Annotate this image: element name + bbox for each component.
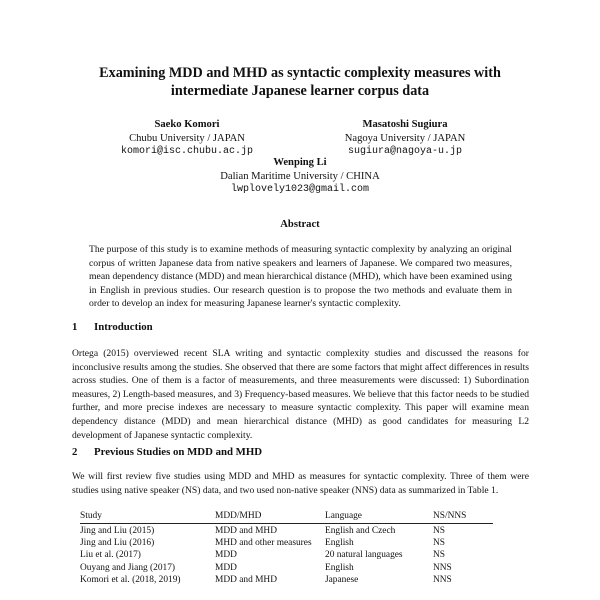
- table-cell: 20 natural languages: [325, 550, 403, 561]
- section-heading-introduction: [72, 321, 153, 333]
- author-email: sugiura@nagoya-u.jp: [347, 146, 463, 157]
- table-cell: NS: [433, 550, 445, 561]
- table-row: [80, 537, 493, 549]
- author-block: [62, 118, 312, 159]
- column-header: Language: [325, 510, 433, 524]
- section-title: Introduction: [94, 321, 153, 333]
- table-row: [80, 562, 493, 574]
- author-email: komori@isc.chubu.ac.jp: [120, 146, 254, 157]
- table-cell: Japanese: [325, 575, 359, 586]
- table-cell: Liu et al. (2017): [80, 550, 141, 561]
- author-email: lwplovely1023@gmail.com: [230, 184, 370, 195]
- column-header: MDD/MHD: [215, 510, 325, 524]
- table-cell: MDD: [215, 550, 237, 561]
- column-header: Study: [80, 510, 215, 524]
- author-affiliation: Dalian Maritime University / CHINA: [220, 170, 380, 182]
- table-cell: Ouyang and Jiang (2017): [80, 562, 176, 573]
- table-cell: MHD and other measures: [215, 537, 312, 548]
- author-name: Saeko Komori: [154, 119, 220, 130]
- table-cell: Komori et al. (2018, 2019): [80, 575, 181, 586]
- table-cell: MDD: [215, 562, 237, 573]
- table-cell: English and Czech: [325, 525, 396, 536]
- abstract-heading: Abstract: [280, 219, 320, 230]
- studies-table: [80, 510, 493, 586]
- table-cell: Jing and Liu (2015): [80, 525, 155, 536]
- introduction-text: Ortega (2015) overviewed recent SLA writing and syntactic complexity studies and discussed the reasons for inconclusive results among the studies. She observed that there are some factors that might affect differences in results across studies. One of them is a factor of measurements, and three measurements were discussed: 1) Subordination measures, 2) Length-based measures, and 3) Frequency-based measures. We believe that this factor needs to be studied further, and more precise indexes are necessary to measure syntactic complexity. This paper will examine mean dependency distance (MDD) and mean hierarchical distance (MHD) as good candidates for measuring L2 development of Japanese syntactic complexity.: [72, 348, 529, 441]
- table-cell: NS: [433, 525, 445, 536]
- table-cell: English: [325, 562, 354, 573]
- author-affiliation: Chubu University / JAPAN: [129, 132, 245, 144]
- table-cell: MDD and MHD: [215, 575, 277, 586]
- table-cell: Jing and Liu (2016): [80, 537, 155, 548]
- column-header: NS/NNS: [433, 510, 493, 524]
- abstract-text: The purpose of this study is to examine methods of measuring syntactic complexity by analyzing an original corpus of written Japanese data from native speakers and learners of Japanese. We compared two measures, mean dependency distance (MDD) and mean hierarchical distance (MHD), which have been examined using in English in previous studies. Our research question is to propose the two methods and evaluate them in order to develop an index for measuring Japanese learner's syntactic complexity.: [89, 244, 512, 309]
- author-name: Wenping Li: [273, 157, 327, 168]
- table-cell: NS: [433, 537, 445, 548]
- table-row: [80, 524, 493, 537]
- table-row: [80, 549, 493, 561]
- paper-title: Examining MDD and MHD as syntactic complexity measures with intermediate Japanese learner corpus data: [99, 65, 501, 99]
- table-row: [80, 574, 493, 586]
- table-header-row: [80, 510, 493, 524]
- author-block: [280, 118, 530, 159]
- section-title: Previous Studies on MDD and MHD: [94, 446, 263, 458]
- table-cell: English: [325, 537, 354, 548]
- author-affiliation: Nagoya University / JAPAN: [344, 132, 466, 144]
- section-number: 2: [72, 446, 78, 458]
- table-cell: NNS: [433, 562, 452, 573]
- section-number: 1: [72, 321, 78, 333]
- author-name: Masatoshi Sugiura: [362, 119, 448, 130]
- table-cell: NNS: [433, 575, 452, 586]
- section-heading-previous-studies: [72, 446, 262, 458]
- author-block: [175, 156, 425, 197]
- table-cell: MDD and MHD: [215, 525, 277, 536]
- previous-studies-text: We will first review five studies using MDD and MHD as measures for syntactic complexity. Three of them were studies using native speaker (NS) data, and two used non-native speaker (NNS) data as summarized in Table 1.: [72, 471, 529, 496]
